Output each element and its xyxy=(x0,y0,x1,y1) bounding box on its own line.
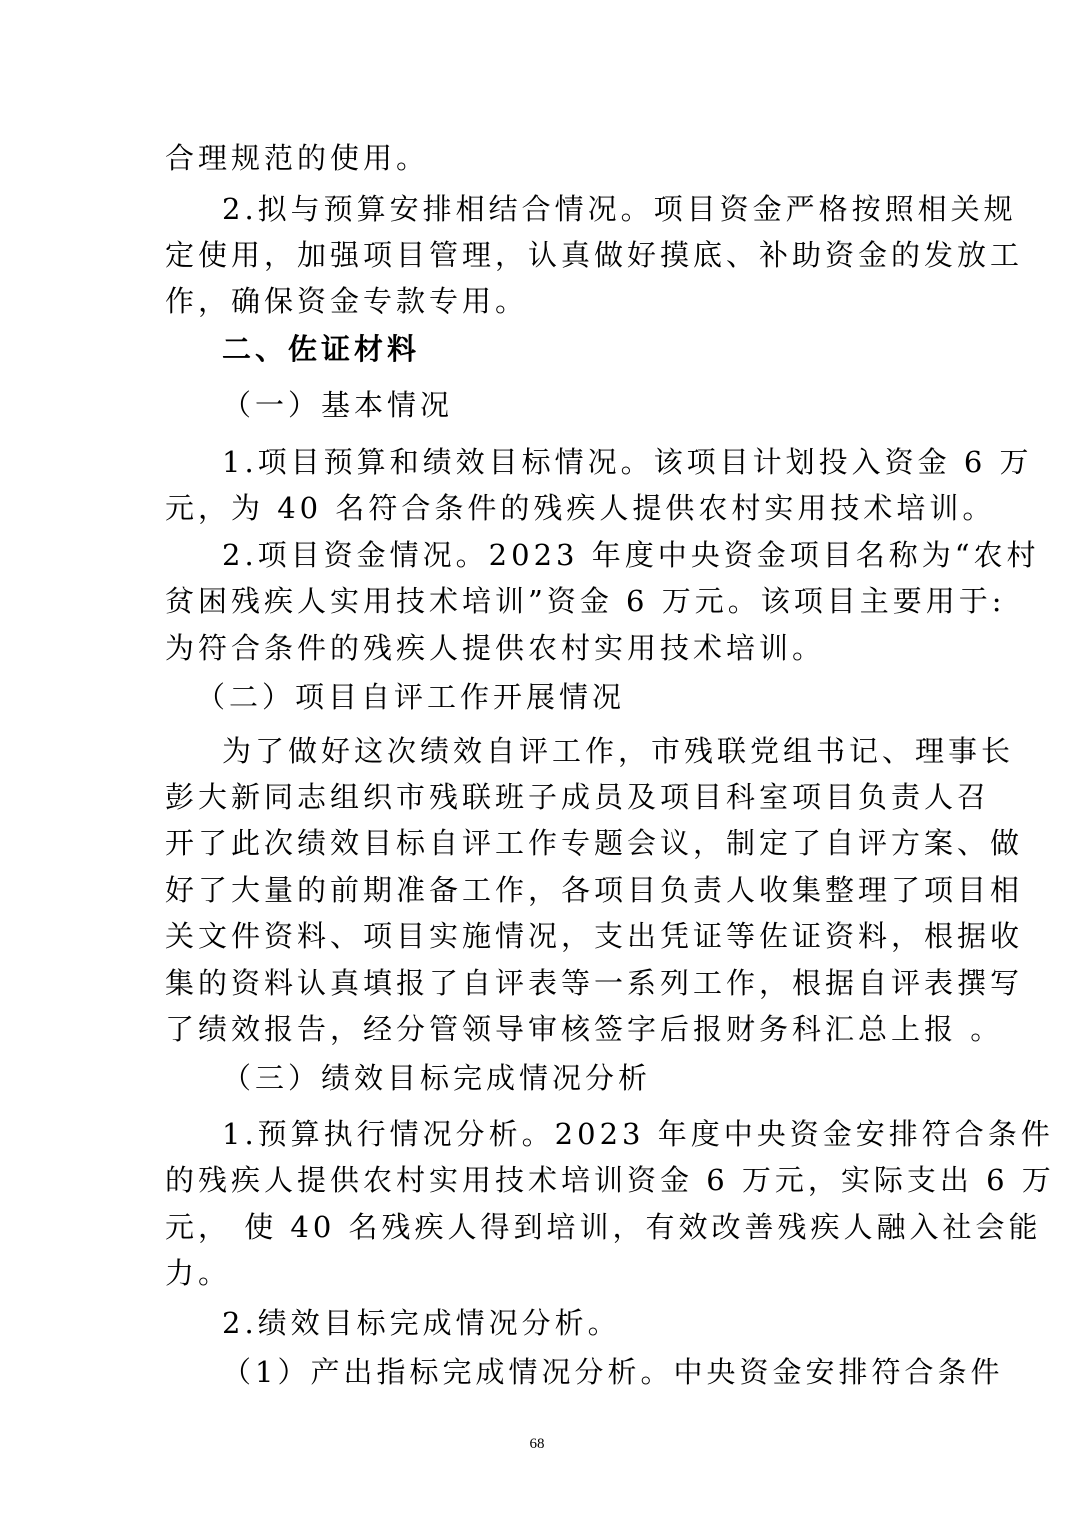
text-line: 的残疾人提供农村实用技术培训资金 6 万元，实际支出 6 万 xyxy=(165,1163,1055,1197)
text-line: 了绩效报告，经分管领导审核签字后报财务科汇总上报 。 xyxy=(165,1012,1004,1046)
text-line: 集的资料认真填报了自评表等一系列工作，根据自评表撰写 xyxy=(165,966,1024,1000)
text-line: 合理规范的使用。 xyxy=(165,141,430,175)
text-line: 2.绩效目标完成情况分析。 xyxy=(222,1306,621,1340)
text-line: 关文件资料、项目实施情况，支出凭证等佐证资料，根据收 xyxy=(165,919,1024,953)
subsection-heading: （二）项目自评工作开展情况 xyxy=(196,680,626,714)
subsection-heading: （三）绩效目标完成情况分析 xyxy=(222,1061,652,1095)
text-line: 力。 xyxy=(165,1256,232,1290)
text-line: 作，确保资金专款专用。 xyxy=(165,284,529,318)
text-line: 彭大新同志组织市残联班子成员及项目科室项目负责人召 xyxy=(165,780,991,814)
text-line: 贫困残疾人实用技术培训”资金 6 万元。该项目主要用于: xyxy=(165,584,1006,618)
text-line: 1.预算执行情况分析。2023 年度中央资金安排符合条件 xyxy=(222,1117,1054,1151)
page-number: 68 xyxy=(529,1436,545,1452)
text-line: 定使用，加强项目管理，认真做好摸底、补助资金的发放工 xyxy=(165,238,1024,272)
text-line: 为符合条件的残疾人提供农村实用技术培训。 xyxy=(165,631,826,665)
text-line: （1）产出指标完成情况分析。中央资金安排符合条件 xyxy=(222,1355,1004,1389)
text-line: 为了做好这次绩效自评工作，市残联党组书记、理事长 xyxy=(222,734,1015,768)
text-line: 2.项目资金情况。2023 年度中央资金项目名称为“农村 xyxy=(222,538,1040,572)
text-line: 开了此次绩效目标自评工作专题会议，制定了自评方案、做 xyxy=(165,826,1024,860)
text-line: 2.拟与预算安排相结合情况。项目资金严格按照相关规 xyxy=(222,192,1017,226)
text-line: 1.项目预算和绩效目标情况。该项目计划投入资金 6 万 xyxy=(222,445,1033,479)
text-line: 好了大量的前期准备工作，各项目负责人收集整理了项目相 xyxy=(165,873,1024,907)
section-heading: 二、佐证材料 xyxy=(222,332,421,366)
text-line: 元，为 40 名符合条件的残疾人提供农村实用技术培训。 xyxy=(165,491,996,525)
subsection-heading: （一）基本情况 xyxy=(222,388,454,422)
text-line: 元， 使 40 名残疾人得到培训，有效改善残疾人融入社会能 xyxy=(165,1210,1042,1244)
